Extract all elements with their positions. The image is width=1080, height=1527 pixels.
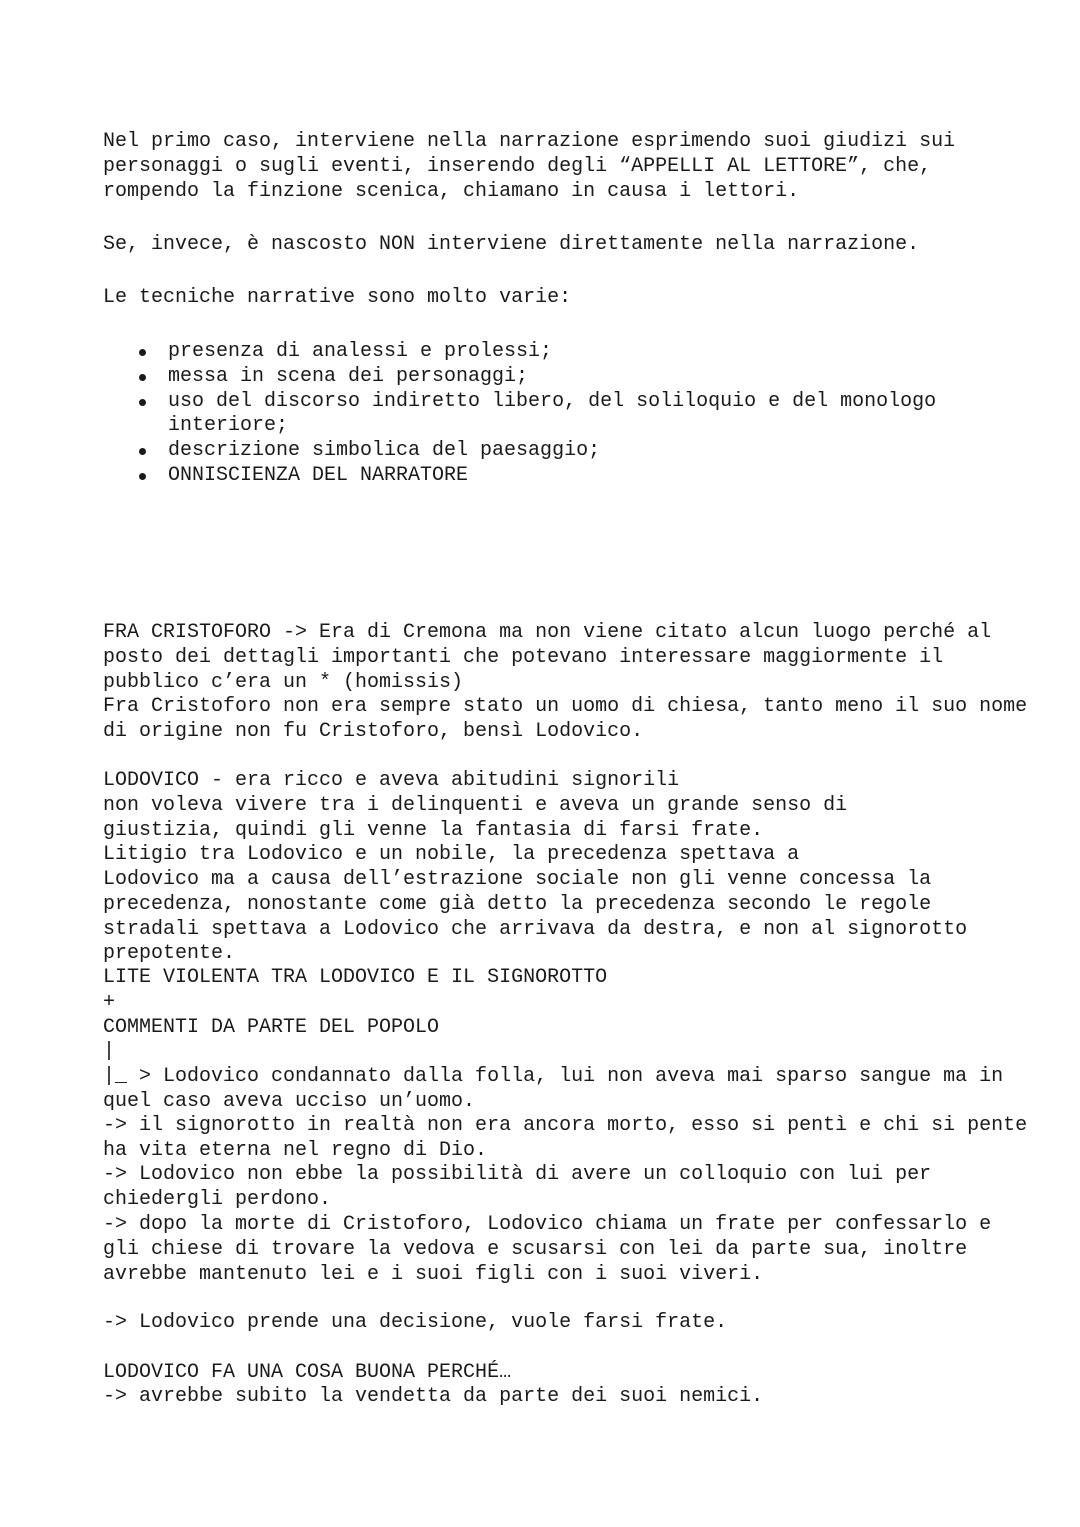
cosa-buona-heading: LODOVICO FA UNA COSA BUONA PERCHÉ… [103, 1361, 512, 1384]
lodovico-bullet-1: non voleva vivere tra i delinquenti e aveva un grande senso di [103, 794, 848, 817]
intro-paragraph-1: Nel primo caso, interviene nella narrazione esprimendo suoi giudizi sui personaggi o sugli eventi, inserendo degli “APPELLI AL LETTORE”, che, rompendo la finzione scenica, chiamano in causa i lettori. [103, 130, 968, 203]
list-item: descrizione simbolica del paesaggio; [103, 439, 1033, 464]
intro-paragraph-2: Se, invece, è nascosto NON interviene direttamente nella narrazione. [103, 233, 920, 256]
list-item: messa in scena dei personaggi; [103, 365, 1033, 390]
plus-sign: + [103, 991, 116, 1014]
bullet-icon [139, 399, 146, 406]
arrow-point-5: -> Lodovico prende una decisione, vuole farsi frate. [103, 1311, 728, 1334]
intro-paragraph-3: Le tecniche narrative sono molto varie: [103, 286, 572, 309]
cosa-buona-arrow: -> avrebbe subito la vendetta da parte dei suoi nemici. [103, 1385, 764, 1408]
lodovico-bullet-2-continuation: Lodovico ma a causa dell’estrazione sociale non gli venne concessa la precedenza, nonostante come già detto la precedenza secondo le regole stradali spettava a Lodovico che arrivava da destra, e non al signorotto prepotente. [103, 868, 980, 966]
lodovico-heading: LODOVICO - era ricco e aveva abitudini signorili [103, 769, 680, 792]
bullet-icon [139, 374, 146, 381]
techniques-list [103, 340, 1033, 489]
list-item: presenza di analessi e prolessi; [103, 340, 1033, 365]
lodovico-bullet-1-continuation: giustizia, quindi gli venne la fantasia di farsi frate. [103, 819, 764, 842]
arrow-point-1: |_ > Lodovico condannato dalla folla, lui non aveva mai sparso sangue ma in quel caso aveva ucciso un’uomo. [103, 1065, 1016, 1113]
list-item: ONNISCIENZA DEL NARRATORE [103, 464, 1033, 489]
commenti-heading: COMMENTI DA PARTE DEL POPOLO [103, 1016, 440, 1039]
fra-cristoforo-paragraph-2: Fra Cristoforo non era sempre stato un uomo di chiesa, tanto meno il suo nome di origine non fu Cristoforo, bensì Lodovico. [103, 695, 1040, 743]
arrow-point-4: -> dopo la morte di Cristoforo, Lodovico chiama un frate per confessarlo e gli chiese di trovare la vedova e scusarsi con lei da parte sua, inoltre avrebbe mantenuto lei e i suoi figli con i suoi viveri. [103, 1213, 1004, 1286]
arrow-point-3: -> Lodovico non ebbe la possibilità di avere un colloquio con lui per chiedergli perdono. [103, 1163, 944, 1211]
arrow-point-2: -> il signorotto in realtà non era ancora morto, esso si pentì e chi si pente ha vita eterna nel regno di Dio. [103, 1114, 1040, 1162]
lite-heading: LITE VIOLENTA TRA LODOVICO E IL SIGNOROTTO [103, 966, 608, 989]
fra-cristoforo-paragraph-1: FRA CRISTOFORO -> Era di Cremona ma non viene citato alcun luogo perché al posto dei dettagli importanti che potevano interessare maggiormente il pubblico c’era un * (homissis) [103, 621, 1004, 694]
bullet-icon [139, 473, 146, 480]
list-item: uso del discorso indiretto libero, del soliloquio e del monologo interiore; [103, 390, 1033, 440]
bullet-icon [139, 448, 146, 455]
bullet-icon [139, 349, 146, 356]
lodovico-bullet-2: Litigio tra Lodovico e un nobile, la precedenza spettava a [103, 843, 800, 866]
pipe-connector: | [103, 1040, 116, 1063]
